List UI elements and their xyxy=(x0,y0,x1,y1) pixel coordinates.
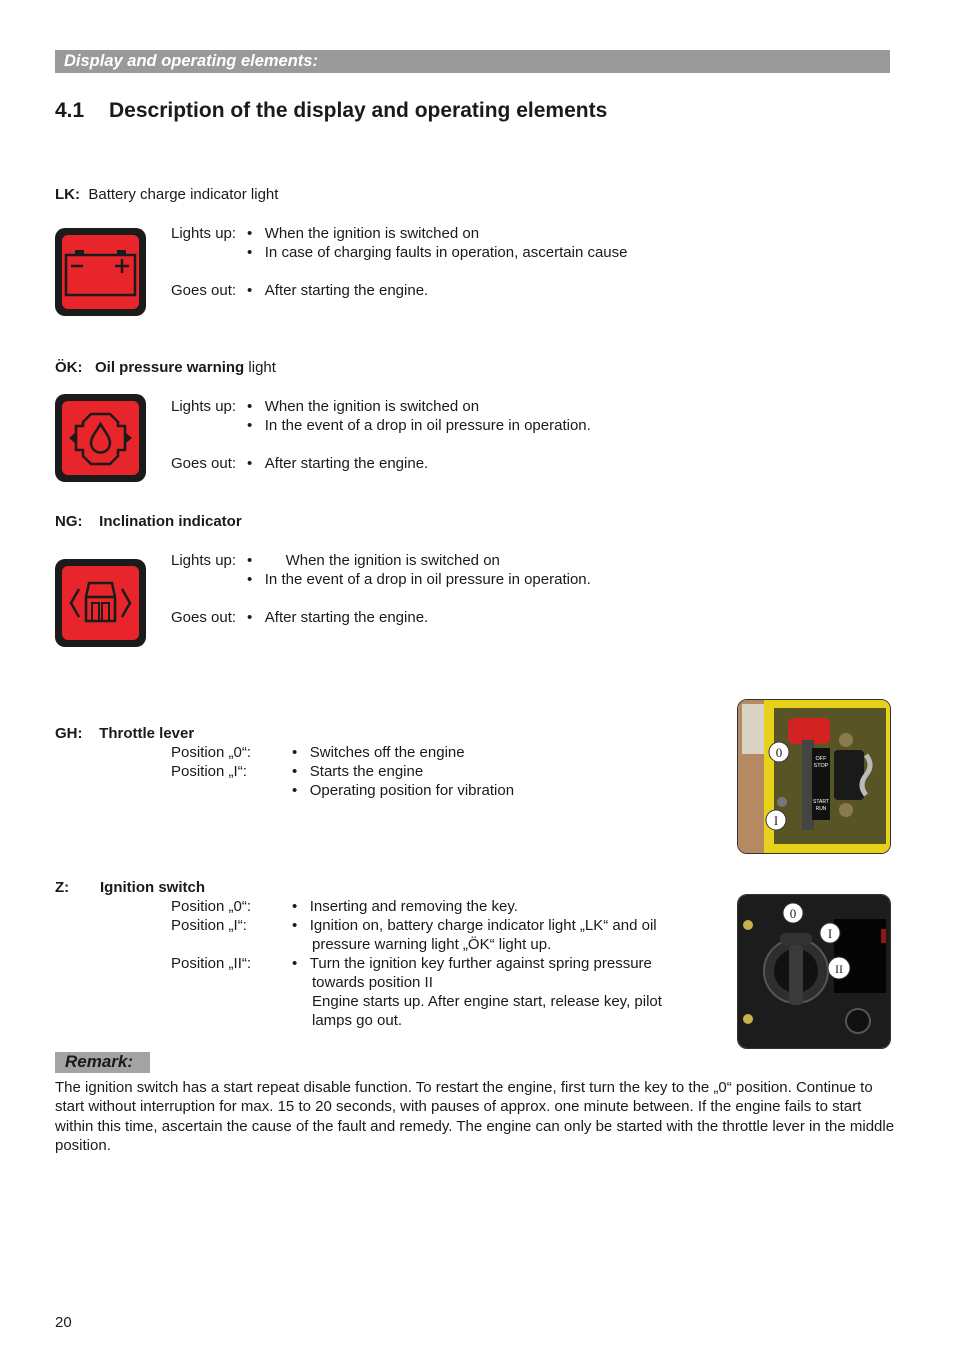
ok-label xyxy=(55,359,276,376)
lk-name: Battery charge indicator light xyxy=(88,186,279,203)
z-code: Z: xyxy=(55,879,70,896)
throttle-plate-start: START xyxy=(813,799,829,805)
remark-bar xyxy=(55,1052,150,1073)
ok-code: ÖK: xyxy=(55,359,83,376)
z-position-label-1: Position „I“: xyxy=(171,917,247,934)
battery-icon xyxy=(55,228,146,316)
gh-position-item-0: • Switches off the engine xyxy=(292,744,465,761)
lk-lights-item-1: • When the ignition is switched on xyxy=(247,225,480,242)
ok-goes-row: Goes out: xyxy=(171,455,237,472)
lk-lights-item-2: • In case of charging faults in operation, ascertain cause xyxy=(247,244,628,261)
page-title xyxy=(55,99,607,123)
remark-title: Remark: xyxy=(65,1052,134,1071)
ok-lights-row: Lights up: xyxy=(171,398,237,415)
z-name: Ignition switch xyxy=(100,879,205,896)
ng-lights-item-1: • When the ignition is switched on xyxy=(247,552,500,569)
throttle-plate-stop: STOP xyxy=(813,763,829,769)
oil-pressure-icon xyxy=(55,394,146,482)
lk-label xyxy=(55,186,278,203)
ng-label xyxy=(55,513,242,530)
z-position-item-2: • Turn the ignition key further against spring pressure xyxy=(292,955,652,972)
ng-code: NG: xyxy=(55,513,83,530)
heading-title: Description of the display and operating elements xyxy=(109,99,608,122)
throttle-plate-off: OFF xyxy=(815,756,827,762)
throttle-mark-1: I xyxy=(773,813,779,828)
gh-position-label-0: Position „0“: xyxy=(171,744,252,761)
z-position-item-0: • Inserting and removing the key. xyxy=(292,898,518,915)
throttle-lever-photo xyxy=(737,699,891,854)
z-position-label-2: Position „II“: xyxy=(171,955,252,972)
ng-goes-row: Goes out: xyxy=(171,609,237,626)
lk-goes-item: • After starting the engine. xyxy=(247,282,429,299)
ng-name: Inclination indicator xyxy=(99,513,242,530)
section-header-title: Display and operating elements: xyxy=(64,52,318,70)
ignition-mark-0: 0 xyxy=(789,906,797,921)
ok-goes-item: • After starting the engine. xyxy=(247,455,429,472)
ignition-mark-2: II xyxy=(835,962,843,976)
ignition-switch-photo xyxy=(737,894,891,1049)
ng-goes-item: • After starting the engine. xyxy=(247,609,429,626)
inclination-icon xyxy=(55,559,146,647)
remark-text: The ignition switch has a start repeat disable function. To restart the engine, first turn the key to the „0“ position. Continue to start without interruption for max. 15 to 20 seconds, with pauses of approx. one minute between. If the engine fails to start within this time, ascertain the cause of the fault and remedy. The engine can only be started with the throttle lever in the middle position. xyxy=(55,1079,895,1154)
ok-lights-item-2: • In the event of a drop in oil pressure in operation. xyxy=(247,417,591,434)
section-header-bar xyxy=(55,50,890,73)
ok-name-rest: light xyxy=(248,359,276,376)
gh-position-item-1: • Starts the engine xyxy=(292,763,424,780)
gh-position-item-2: • Operating position for vibration xyxy=(292,782,515,799)
ng-lights-item-2: • In the event of a drop in oil pressure in operation. xyxy=(247,571,591,588)
gh-code: GH: xyxy=(55,725,83,742)
gh-label xyxy=(55,725,194,742)
z-position-item-2-cont-3: lamps go out. xyxy=(312,1012,403,1029)
z-label xyxy=(55,879,205,896)
gh-name: Throttle lever xyxy=(99,725,195,742)
z-position-item-2-cont-2: Engine starts up. After engine start, release key, pilot xyxy=(312,993,662,1010)
ok-name-bold: Oil pressure warning xyxy=(95,359,245,376)
gh-position-label-1: Position „I“: xyxy=(171,763,247,780)
z-position-item-2-cont-1: towards position II xyxy=(312,974,433,991)
ignition-mark-1: I xyxy=(827,926,833,941)
throttle-plate-run: RUN xyxy=(815,806,827,812)
heading-number: 4.1 xyxy=(55,99,85,122)
ng-lights-row: Lights up: xyxy=(171,552,237,569)
lk-goes-row: Goes out: xyxy=(171,282,237,299)
z-position-label-0: Position „0“: xyxy=(171,898,252,915)
ok-lights-item-1: • When the ignition is switched on xyxy=(247,398,480,415)
throttle-mark-0: 0 xyxy=(775,745,783,760)
z-position-item-1: • Ignition on, battery charge indicator light „LK“ and oil xyxy=(292,917,657,934)
z-position-item-1-cont: pressure warning light „ÖK“ light up. xyxy=(312,936,552,953)
page-number: 20 xyxy=(55,1314,72,1331)
lk-lights-row-1: Lights up: xyxy=(171,225,237,242)
lk-code: LK: xyxy=(55,186,80,203)
